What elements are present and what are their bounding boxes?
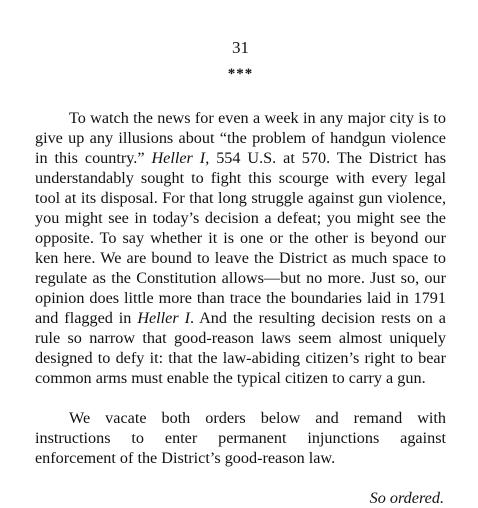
paragraph-1-text-a: To watch the news for even a week in any major city is to give up any illusions about “the problem of handgun violence in this country.” [35,109,446,167]
paragraph-1-text-c: . And the resulting decision rests on a rule so narrow that good-reason laws seem almost uniquely designed to defy it: that the law-abiding citizen’s right to bear common arms must enable the typical citizen to carry a gun. [35,309,446,387]
signoff-so-ordered: So ordered. [369,489,444,507]
paragraph-1-text-b: , 554 U.S. at 570. The District has understandably sought to fight this scourge with every legal tool at its disposal. For that long struggle against gun violence, you might see in today’s decision a defeat; you might see the opposite. To say whether it is one or the other is beyond our ken here. We are bound to leave the District as much space to regulate as the Constitution allows—but no more. Just so, our opinion does little more than trace the boundaries laid in 1791 and flagged in [35,149,447,327]
case-citation-heller-i: Heller I [151,149,206,167]
page-number: 31 [232,38,249,57]
document-page [35,38,446,508]
case-citation-heller-i-second: Heller I [137,309,190,327]
body-paragraph-2: We vacate both orders below and remand with instructions to enter permanent injunctions against enforcement of the District’s good-reason law. [35,409,446,467]
section-separator: *** [227,66,254,82]
body-paragraph-1 [35,108,446,388]
